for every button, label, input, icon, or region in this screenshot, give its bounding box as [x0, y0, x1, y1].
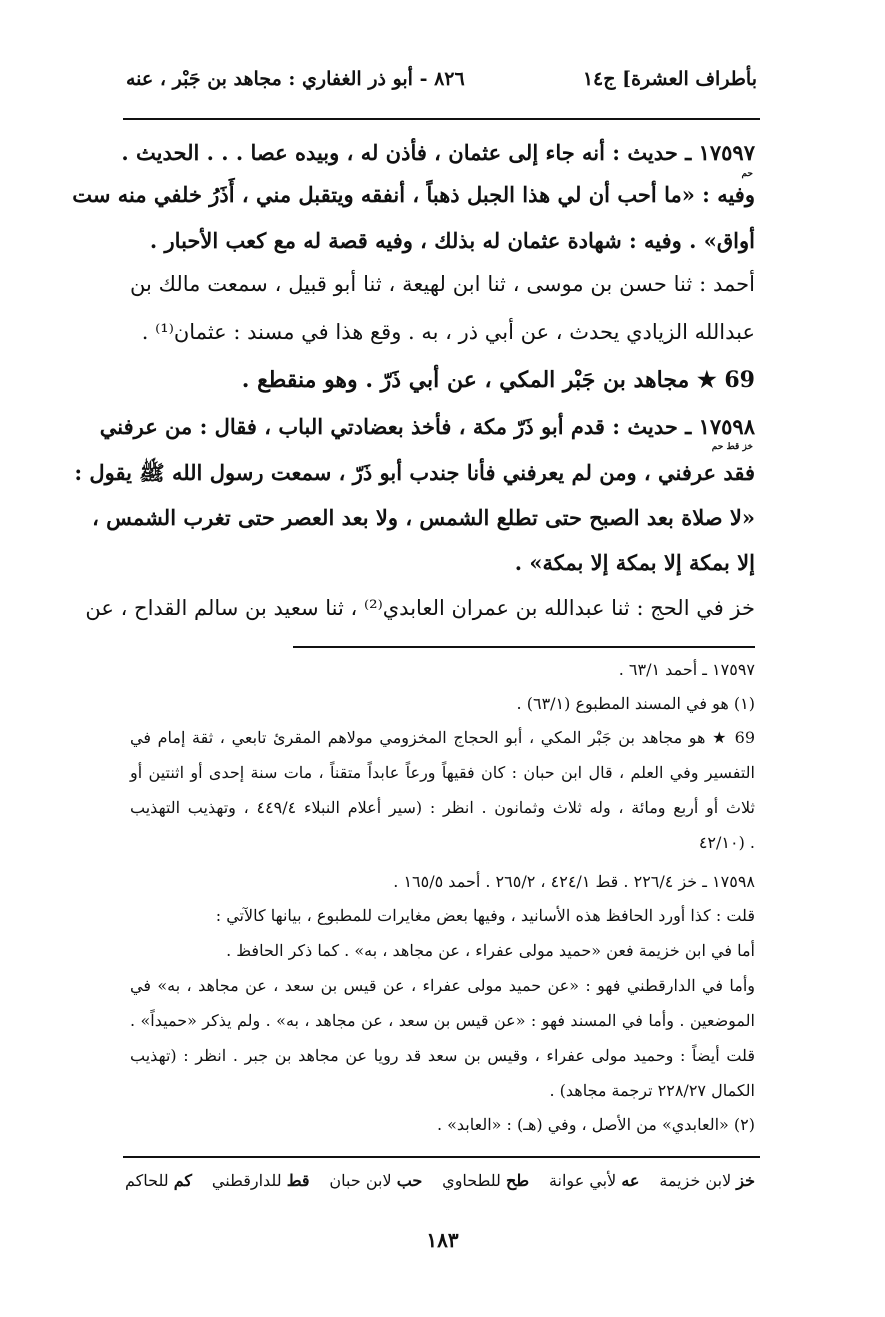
hadith-17597-isnad-line-2: عبدالله الزيادي يحدث ، عن أبي ذر ، به . وقع هذا في مسند : عثمان⁽¹⁾ .: [141, 320, 755, 344]
footnote-69-line-4: ٤٢/١٠) .: [698, 833, 755, 852]
footnote-note-line-6: الكمال ٢٢٨/٢٧ ترجمة مجاهد) .: [549, 1081, 755, 1100]
hadith-17597-isnad-line-1: أحمد : ثنا حسن بن موسى ، ثنا ابن لهيعة ، ثنا أبو قبيل ، سمعت مالك بن: [130, 272, 755, 296]
section-heading-69: 69 ★ مجاهد بن جَبْر المكي ، عن أبي ذَرّ . وهو منقطع .: [241, 367, 755, 393]
abbreviation-item: كم للحاكم: [125, 1171, 193, 1190]
footnote-note-line-1: قلت : كذا أورد الحافظ هذه الأسانيد ، وفيها بعض مغايرات للمطبوع ، بيانها كالآتي :: [215, 906, 755, 925]
footnote-source-17598: ١٧٥٩٨ ـ خز ٢٢٦/٤ . قط ٤٢٤/١ ، ٢٦٥/٢ . أحمد ١٦٥/٥ .: [393, 872, 755, 891]
footnote-separator: [293, 646, 755, 648]
hadith-17598-sigla: خز قط حم: [711, 442, 753, 452]
footnote-source-17597: ١٧٥٩٧ ـ أحمد ٦٣/١ .: [618, 660, 755, 679]
footnote-note-line-5: قلت أيضاً : وحميد مولى عفراء ، وقيس بن سعد قد رويا عن مجاهد بن جبر . انظر : (تهذيب: [130, 1046, 755, 1065]
abbreviation-item: حب لابن حبان: [329, 1171, 423, 1190]
footnote-69-line-2: التفسير وفي العلم ، قال ابن حبان : كان فقيهاً ورعاً عابداً متقناً ، مات سنة إحدى أو اثنتين أو: [130, 763, 756, 782]
footnote-1: (١) هو في المسند المطبوع (٦٣/١) .: [516, 694, 755, 713]
hadith-17597-line-2: وفيه : «ما أحب أن لي هذا الجبل ذهباً ، أنفقه ويتقبل مني ، أَذَرُ خلفي منه ست: [72, 182, 755, 207]
abbreviation-rule: [123, 1156, 760, 1158]
abbreviation-item: عه لأبي عوانة: [548, 1171, 640, 1190]
page-number: ١٨٣: [426, 1228, 459, 1252]
footnote-69-line-1: 69 ★ هو مجاهد بن جَبْر المكي ، أبو الحجاج المخزومي مولاهم المقرئ تابعي ، ثقة إمام في: [130, 728, 756, 747]
hadith-17597-sigla: حم: [741, 169, 753, 179]
book-title-header: بأطراف العشرة] ج١٤: [582, 68, 757, 90]
abbreviation-item: خز لابن خزيمة: [659, 1171, 755, 1190]
running-title-header: ٨٢٦ - أبو ذر الغفاري : مجاهد بن جَبْر ، عنه: [126, 68, 465, 90]
hadith-17598-isnad-line-1: خز في الحج : ثنا عبدالله بن عمران العابدي⁽²⁾ ، ثنا سعيد بن سالم القداح ، عن: [85, 596, 755, 620]
hadith-17598-line-4: إلا بمكة إلا بمكة إلا بمكة» .: [514, 550, 755, 575]
hadith-17598-line-2: فقد عرفني ، ومن لم يعرفني فأنا جندب أبو ذَرّ ، سمعت رسول الله ﷺ يقول :: [74, 460, 755, 485]
abbreviation-item: قط للدارقطني: [211, 1171, 310, 1190]
abbreviation-item: طح للطحاوي: [442, 1171, 530, 1190]
footnote-2: (٢) «العابدي» من الأصل ، وفي (هـ) : «العابد» .: [436, 1115, 755, 1134]
footnote-note-line-2: أما في ابن خزيمة فعن «حميد مولى عفراء ، عن مجاهد ، به» . كما ذكر الحافظ .: [226, 941, 755, 960]
hadith-17597-line-1: ١٧٥٩٧ ـ حديث : أنه جاء إلى عثمان ، فأذن له ، وبيده عصا . . . الحديث .: [121, 140, 755, 165]
abbreviation-key: [125, 1171, 755, 1190]
footnote-note-line-3: وأما في الدارقطني فهو : «عن حميد مولى عفراء ، عن قيس بن سعد ، عن مجاهد ، به» في: [130, 976, 755, 995]
hadith-17597-line-3: أواق» . وفيه : شهادة عثمان له بذلك ، وفيه قصة له مع كعب الأحبار .: [149, 228, 755, 253]
header-rule: [123, 118, 760, 120]
hadith-17598-line-3: «لا صلاة بعد الصبح حتى تطلع الشمس ، ولا بعد العصر حتى تغرب الشمس ،: [92, 505, 755, 530]
footnote-note-line-4: الموضعين . وأما في المسند فهو : «عن قيس بن سعد ، عن مجاهد ، به» . ولم يذكر «حميداً» .: [130, 1011, 755, 1030]
footnote-69-line-3: ثلاث أو أربع ومائة ، وله ثلاث وثمانون . انظر : (سير أعلام النبلاء ٤٤٩/٤ ، وتهذيب التهذيب: [130, 798, 755, 817]
hadith-17598-line-1: ١٧٥٩٨ ـ حديث : قدم أبو ذَرّ مكة ، فأخذ بعضادتي الباب ، فقال : من عرفني: [99, 414, 755, 439]
